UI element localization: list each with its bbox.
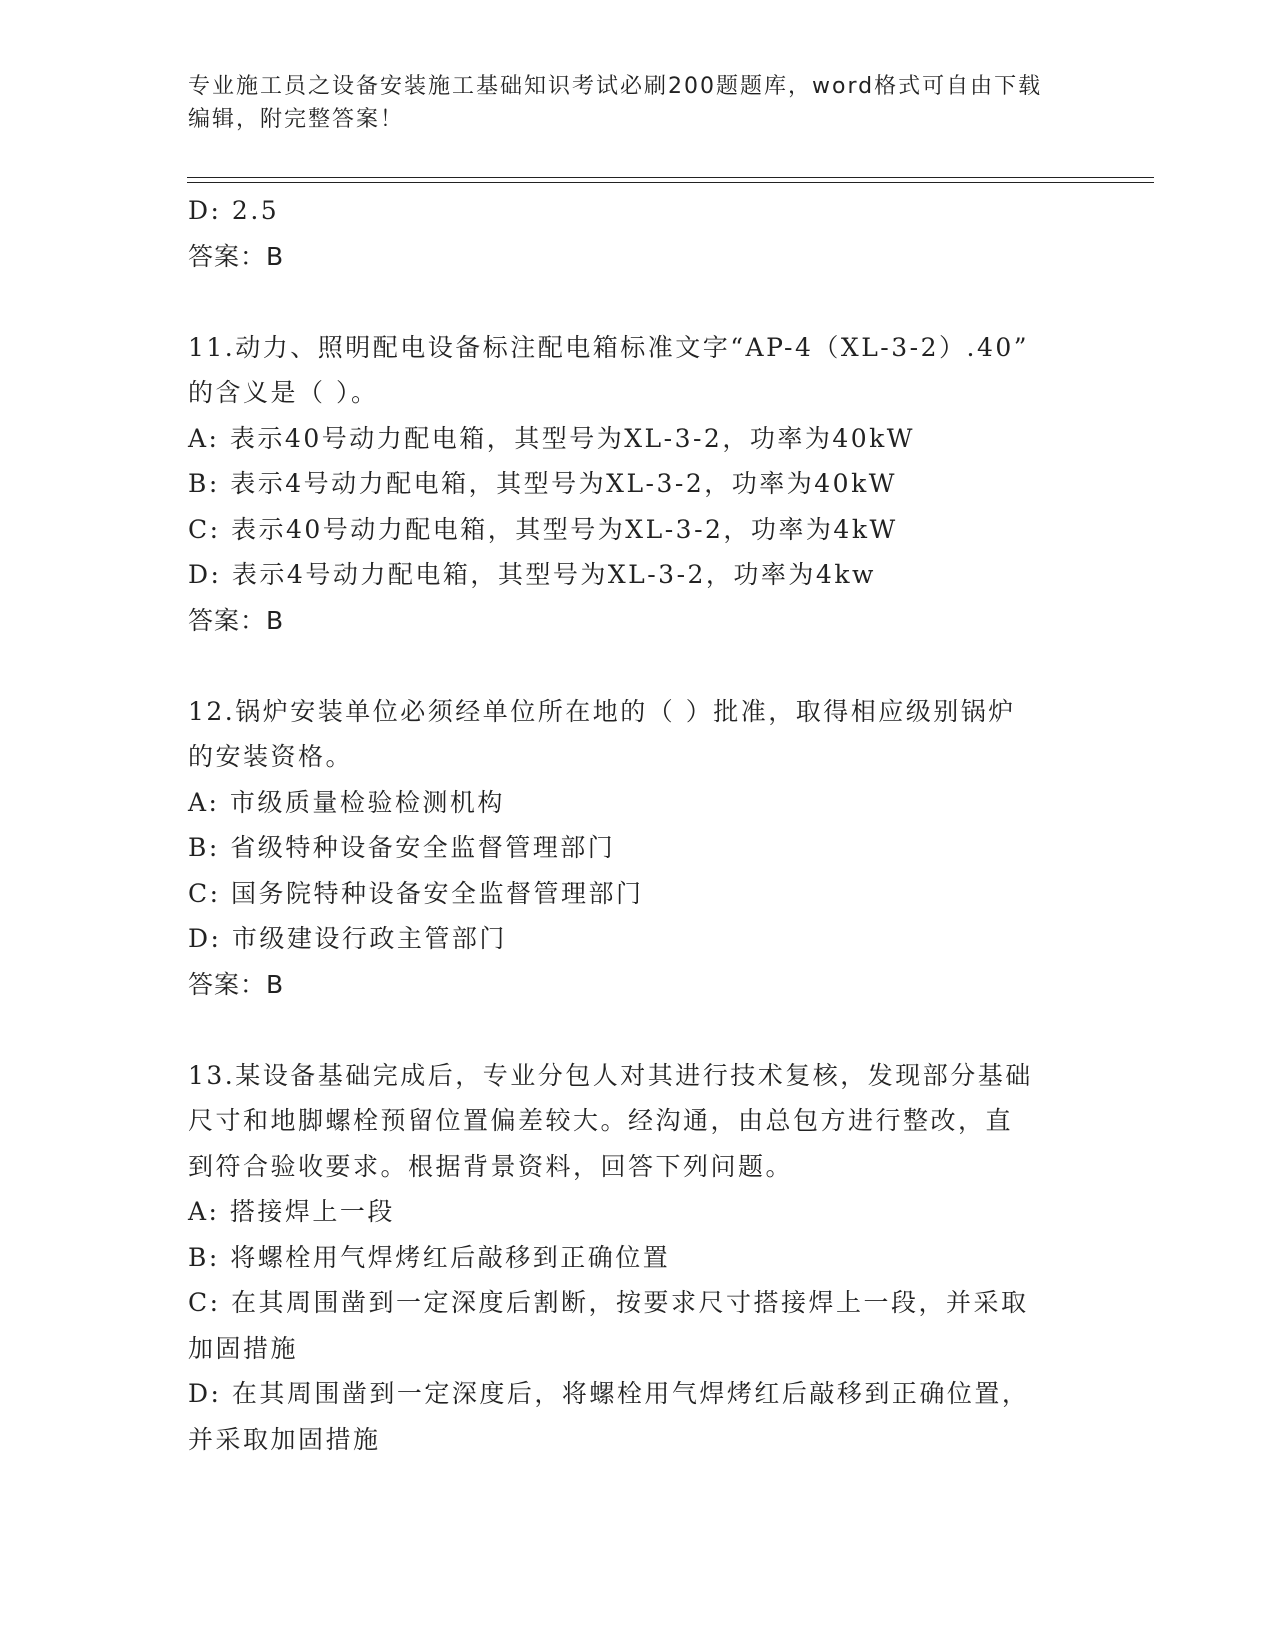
question-11 xyxy=(188,325,1088,644)
answer-label: 答案：B xyxy=(188,605,285,635)
answer-label: 答案：B xyxy=(188,241,285,271)
header-title-line1: 专业施工员之设备安装施工基础知识考试必刷200题题库，word格式可自由下载 xyxy=(188,74,1043,99)
option-b: B: 将螺栓用气焊烤红后敲移到正确位置 xyxy=(188,1242,671,1272)
option-c: C: 表示40号动力配电箱，其型号为XL-3-2，功率为4kW xyxy=(188,514,898,544)
header-divider-bottom xyxy=(187,182,1154,183)
option-d: D: 在其周围凿到一定深度后，将螺栓用气焊烤红后敲移到正确位置， xyxy=(188,1379,1030,1408)
question-stem: 的含义是（ ）。 xyxy=(188,378,379,407)
question-stem: 11.动力、照明配电设备标注配电箱标准文字“AP-4（XL-3-2）.40” xyxy=(188,332,1030,362)
option-b: B: 表示4号动力配电箱，其型号为XL-3-2，功率为40kW xyxy=(188,469,897,498)
option-a: A: 市级质量检验检测机构 xyxy=(188,787,505,817)
answer-label: 答案：B xyxy=(188,969,285,999)
option-d: D: 市级建设行政主管部门 xyxy=(188,924,507,953)
option-c: C: 国务院特种设备安全监督管理部门 xyxy=(188,878,644,908)
page-header xyxy=(188,70,1088,136)
question-stem: 13.某设备基础完成后，专业分包人对其进行技术复核，发现部分基础 xyxy=(188,1060,1033,1090)
option-d: D: 表示4号动力配电箱，其型号为XL-3-2，功率为4kw xyxy=(188,560,876,589)
question-10-tail xyxy=(188,188,1088,279)
question-stem: 的安装资格。 xyxy=(188,742,354,771)
spacer xyxy=(188,1007,1088,1053)
option-b: B: 省级特种设备安全监督管理部门 xyxy=(188,833,616,862)
header-title-line2: 编辑，附完整答案！ xyxy=(188,107,405,132)
question-12 xyxy=(188,689,1088,1008)
option-d-continued: 并采取加固措施 xyxy=(188,1424,381,1454)
question-13 xyxy=(188,1053,1088,1463)
question-list xyxy=(188,188,1088,1462)
spacer xyxy=(188,643,1088,689)
header-divider-top xyxy=(187,177,1154,178)
option-a: A: 搭接焊上一段 xyxy=(188,1197,395,1226)
option-c: C: 在其周围凿到一定深度后割断，按要求尺寸搭接焊上一段，并采取 xyxy=(188,1288,1029,1317)
option-d: D: 2.5 xyxy=(188,196,280,225)
spacer xyxy=(188,279,1088,325)
question-stem: 尺寸和地脚螺栓预留位置偏差较大。经沟通，由总包方进行整改，直 xyxy=(188,1106,1014,1135)
option-c-continued: 加固措施 xyxy=(188,1333,299,1363)
question-stem: 12.锅炉安装单位必须经单位所在地的（ ）批准，取得相应级别锅炉 xyxy=(188,696,1016,726)
question-stem: 到符合验收要求。根据背景资料，回答下列问题。 xyxy=(188,1151,794,1181)
option-a: A: 表示40号动力配电箱，其型号为XL-3-2，功率为40kW xyxy=(188,423,915,453)
